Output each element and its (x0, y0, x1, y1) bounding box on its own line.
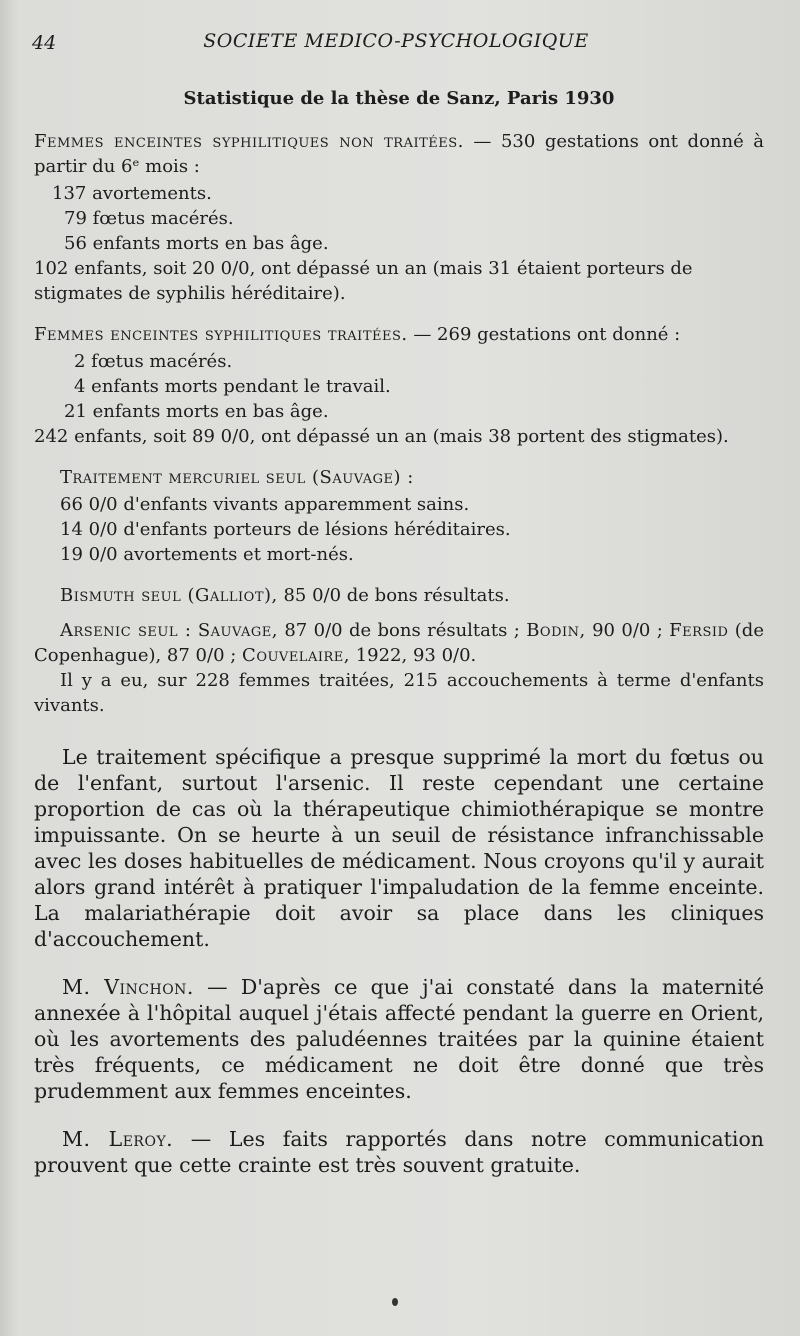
list-item: 79 fœtus macérés. (64, 208, 234, 229)
page-number: 44 (32, 32, 57, 54)
running-title: SOCIETE MEDICO-PSYCHOLOGIQUE (203, 30, 589, 52)
vinchon-paragraph: M. Vinchon. — D'après ce que j'ai constaté dans la maternité annexée à l'hôpital auquel j'étais affecté pendant la guerre en Orient, où les avortements des paludéennes traitées par la quinine étaient très fréquents, ce médicament ne doit être donné que très prudemment aux femmes enceintes. (34, 975, 764, 1103)
list-item: 14 0/0 d'enfants porteurs de lésions héréditaires. (60, 519, 511, 540)
list-item: 242 enfants, soit 89 0/0, ont dépassé un an (mais 38 portent des stigmates). (34, 426, 729, 447)
list-item: 137 avortements. (52, 183, 212, 204)
mercury-list (34, 492, 764, 567)
treated-section (34, 322, 764, 449)
list-item: 56 enfants morts en bas âge. (64, 233, 329, 254)
treated-lead: — 269 gestations ont donné : (407, 324, 681, 345)
body-text (34, 86, 764, 1200)
mercury-heading: Traitement mercuriel seul (Sauvage) : (60, 467, 414, 488)
vinchon-speaker: M. Vinchon. (62, 975, 194, 999)
untreated-list (34, 181, 764, 306)
untreated-heading: Femmes enceintes syphilitiques non traitées. (34, 131, 464, 152)
bismuth-line: Bismuth seul (Galliot), 85 0/0 de bons résultats. (60, 585, 510, 606)
discussion (34, 744, 764, 1178)
printer-mark (392, 1298, 398, 1306)
bismuth-heading: Bismuth seul (Galliot), (60, 585, 278, 606)
list-item: 66 0/0 d'enfants vivants apparemment sains. (60, 494, 470, 515)
conclusion-paragraph: Le traitement spécifique a presque supprimé la mort du fœtus ou de l'enfant, surtout l'arsenic. Il reste cependant une certaine proportion de cas où la thérapeutique chimiothérapique se montre impuissante. On se heurte à un seuil de résistance infranchissable avec les doses habituelles de médicament. Nous croyons qu'il y aurait alors grand intérêt à pratiquer l'impaludation de la femme enceinte. La malariathérapie doit avoir sa place dans les cliniques d'accouchement. (34, 745, 764, 951)
summary-line: Il y a eu, sur 228 femmes traitées, 215 accouchements à terme d'enfants vivants. (34, 670, 764, 716)
untreated-lead: — 530 gestations ont donné à partir du 6ᵉ mois : (34, 131, 764, 177)
leroy-speaker: M. Leroy. (62, 1127, 174, 1151)
page-header (32, 22, 760, 62)
statistics-title: Statistique de la thèse de Sanz, Paris 1930 (183, 88, 615, 109)
untreated-section (34, 129, 764, 306)
list-item: 2 fœtus macérés. (74, 351, 233, 372)
treated-heading: Femmes enceintes syphilitiques traitées. (34, 324, 408, 345)
list-item: 21 enfants morts en bas âge. (64, 401, 329, 422)
arsenic-paragraph: Arsenic seul : Sauvage, 87 0/0 de bons résultats ; Bodin, 90 0/0 ; Fersid (de Copenhague), 87 0/0 ; Couvelaire, 1922, 93 0/0. (34, 620, 764, 666)
list-item: 102 enfants, soit 20 0/0, ont dépassé un an (mais 31 étaient porteurs de stigmates de syphilis héréditaire). (34, 258, 693, 304)
leroy-paragraph: M. Leroy. — Les faits rapportés dans notre communication prouvent que cette crainte est très souvent gratuite. (34, 1127, 765, 1177)
list-item: 19 0/0 avortements et mort-nés. (60, 544, 354, 565)
mercury-section (34, 465, 764, 567)
list-item: 4 enfants morts pendant le travail. (74, 376, 391, 397)
treated-list (34, 349, 764, 449)
arsenic-heading: Arsenic seul : (60, 620, 192, 641)
